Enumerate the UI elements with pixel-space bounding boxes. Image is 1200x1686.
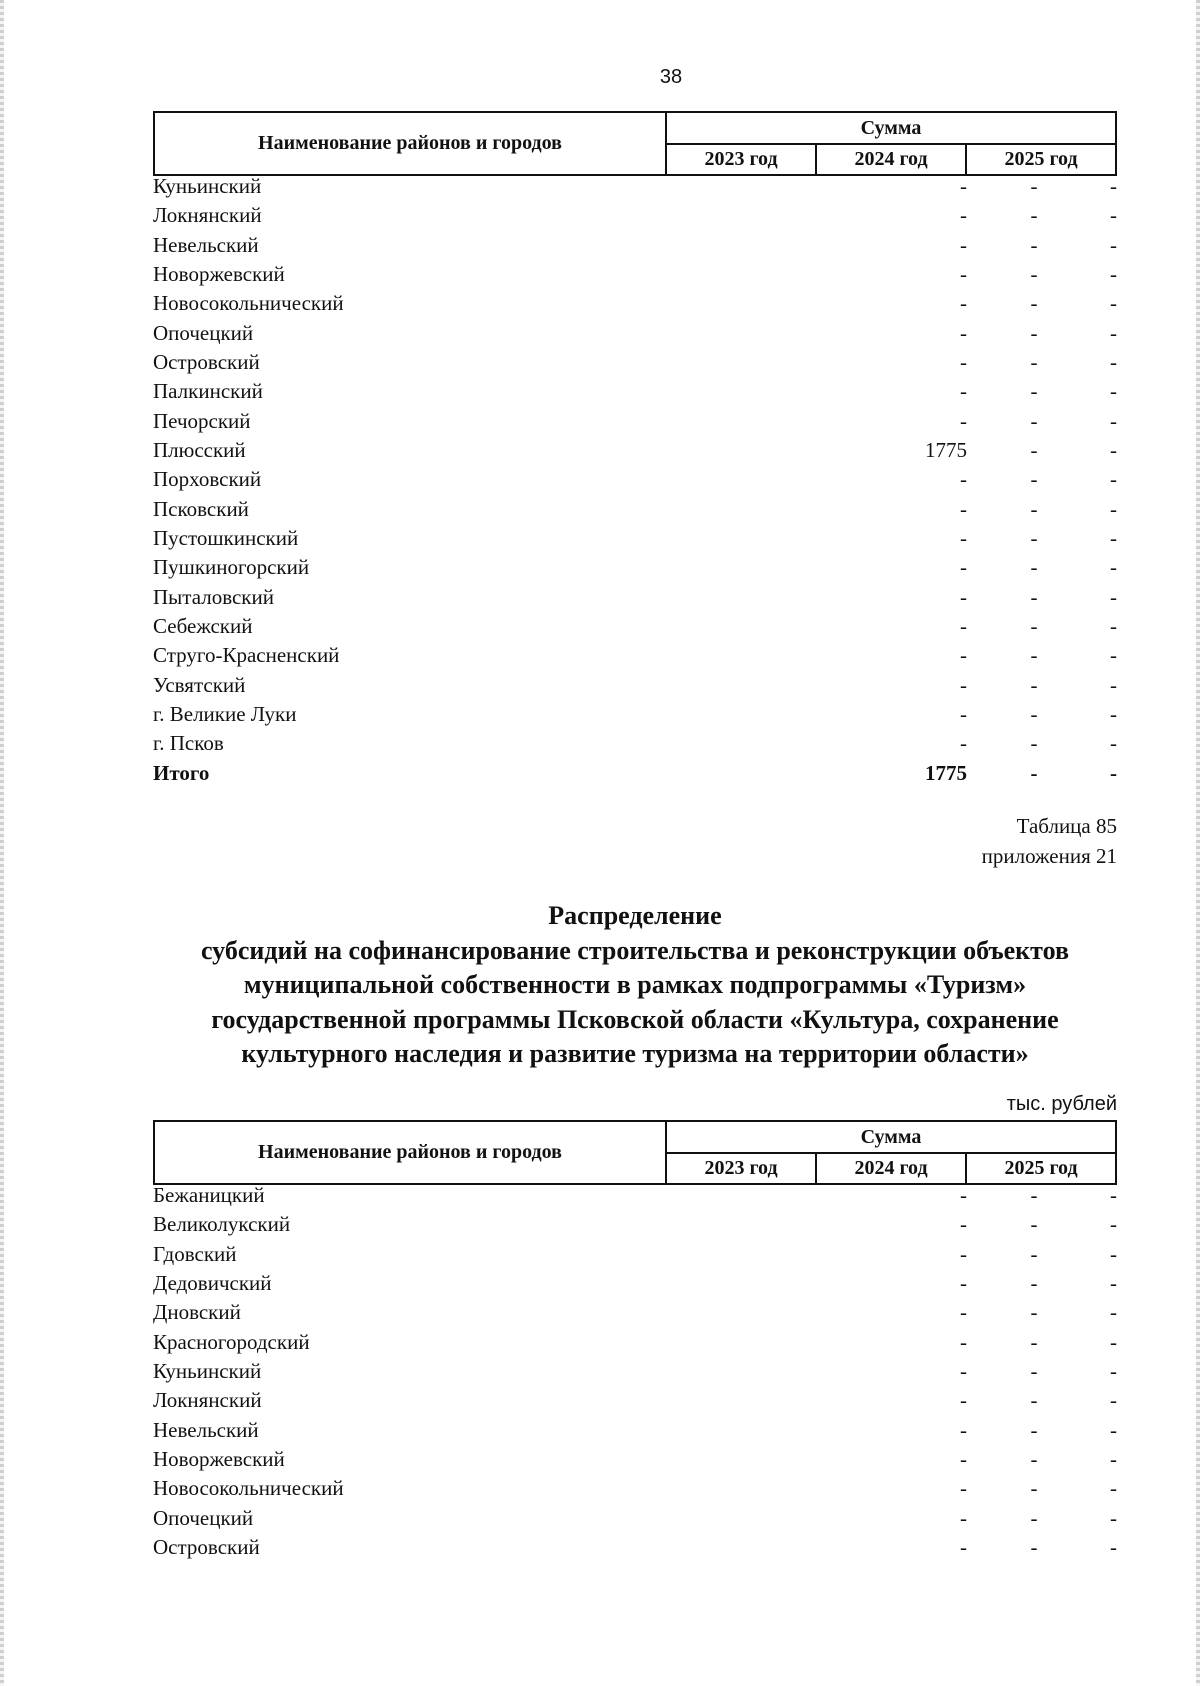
value-2023-cell: [665, 1328, 967, 1357]
value-2024: -: [1030, 291, 1038, 316]
value-2025: -: [1110, 379, 1117, 404]
value-2023-cell: [665, 377, 967, 406]
table-row: [153, 407, 1117, 436]
value-2024-cell: [967, 1445, 1117, 1474]
value-2025: -: [1110, 408, 1117, 433]
value-2023: -: [960, 1476, 967, 1501]
value-2024-cell: [967, 1240, 1117, 1269]
district-name: Новосокольнический: [153, 1476, 344, 1501]
value-2025: -: [1110, 1183, 1117, 1207]
value-2023: -: [960, 672, 967, 697]
district-name: Усвятский: [153, 672, 246, 697]
value-2024-cell: [967, 1181, 1117, 1210]
value-2023-cell: [665, 289, 967, 318]
value-2025: -: [1110, 320, 1117, 345]
value-2024: -: [1030, 320, 1038, 345]
district-name: Невельский: [153, 1417, 259, 1442]
value-2025: -: [1110, 1534, 1117, 1559]
column-header-2024: 2024 год: [816, 1153, 966, 1184]
value-2023-cell: [665, 641, 967, 670]
table-row: [153, 729, 1117, 758]
value-2025: -: [1110, 1417, 1117, 1442]
value-2023-cell: [665, 319, 967, 348]
district-name: Куньинский: [153, 1358, 262, 1383]
value-2024: -: [1030, 1446, 1038, 1471]
table-row: [153, 700, 1117, 729]
value-2024: -: [1030, 1388, 1038, 1413]
district-name: Куньинский: [153, 174, 262, 198]
value-2023-cell: [665, 260, 967, 289]
title-line-2: субсидий на софинансирование строительства и реконструкции объектов: [200, 935, 1069, 965]
column-header-2025: 2025 год: [966, 144, 1116, 175]
bottom-table-body: [153, 1181, 1117, 1562]
value-2025: -: [1110, 1241, 1117, 1266]
value-2023-cell: [665, 1416, 967, 1445]
table-row: [153, 1328, 1117, 1357]
value-2024: -: [1030, 496, 1038, 521]
district-name: г. Псков: [153, 731, 224, 756]
table-row: [153, 1533, 1117, 1562]
value-2023: -: [960, 731, 967, 756]
value-2023-cell: [665, 495, 967, 524]
value-2024: -: [1030, 1417, 1038, 1442]
total-label: Итого: [153, 760, 210, 785]
top-table-header: [153, 111, 1117, 176]
value-2025: -: [1110, 1358, 1117, 1383]
value-2025: -: [1110, 1329, 1117, 1354]
value-2023: -: [960, 379, 967, 404]
table-row: [153, 553, 1117, 582]
scan-edge-left: [0, 0, 4, 1686]
value-2024-cell: [967, 700, 1117, 729]
district-name: Невельский: [153, 232, 259, 257]
table-row: [153, 671, 1117, 700]
column-header-sum: Сумма: [666, 112, 1116, 144]
value-2023: -: [960, 613, 967, 638]
value-2024: -: [1030, 379, 1038, 404]
table-row: [153, 1269, 1117, 1298]
value-2025: -: [1110, 701, 1117, 726]
value-2024-cell: [967, 201, 1117, 230]
table-row: [153, 1416, 1117, 1445]
value-2024-cell: [967, 407, 1117, 436]
value-2025: -: [1110, 584, 1117, 609]
value-2023: -: [960, 203, 967, 228]
value-2023-cell: [665, 1181, 967, 1210]
value-2023: -: [960, 1212, 967, 1237]
value-2024-cell: [967, 377, 1117, 406]
value-2025: -: [1110, 643, 1117, 668]
table-row: [153, 583, 1117, 612]
district-name: Пушкиногорский: [153, 555, 310, 580]
value-2023-cell: [665, 1533, 967, 1562]
district-name: Псковский: [153, 496, 249, 521]
value-2025: -: [1110, 496, 1117, 521]
value-2023: -: [960, 261, 967, 286]
table-row: [153, 1474, 1117, 1503]
column-header-2024: 2024 год: [816, 144, 966, 175]
value-2023: -: [960, 555, 967, 580]
value-2024-cell: [967, 1298, 1117, 1327]
value-2024-cell: [967, 1328, 1117, 1357]
value-2024: -: [1030, 760, 1038, 785]
value-2025: -: [1110, 467, 1117, 492]
district-name: Порховский: [153, 467, 262, 492]
value-2024-cell: [967, 465, 1117, 494]
district-name: Островский: [153, 1534, 260, 1559]
title-line-3: муниципальной собственности в рамках подпрограммы «Туризм»: [243, 970, 1027, 999]
table-row: [153, 201, 1117, 230]
value-2023: -: [960, 1534, 967, 1559]
column-header-2023: 2023 год: [666, 144, 816, 175]
value-2024-cell: [967, 231, 1117, 260]
value-2025: -: [1110, 1270, 1117, 1295]
district-name: Красногородский: [153, 1329, 310, 1354]
value-2024-cell: [967, 1474, 1117, 1503]
table-row: [153, 1181, 1117, 1210]
total-row: [153, 759, 1117, 788]
value-2024-cell: [967, 671, 1117, 700]
value-2025: -: [1110, 760, 1117, 785]
value-2023-cell: [665, 583, 967, 612]
value-2024-cell: [967, 436, 1117, 465]
value-2024-cell: [967, 1269, 1117, 1298]
value-2025: -: [1110, 232, 1117, 257]
table-caption: [982, 811, 1117, 871]
value-2023-cell: [665, 231, 967, 260]
table-row: [153, 231, 1117, 260]
value-2024: -: [1030, 437, 1038, 462]
value-2023: -: [960, 1417, 967, 1442]
value-2024: -: [1030, 701, 1038, 726]
value-2023: -: [960, 643, 967, 668]
value-2023-cell: [665, 1210, 967, 1239]
value-2023: -: [960, 496, 967, 521]
value-2024: -: [1030, 1505, 1038, 1530]
value-2024-cell: [967, 172, 1117, 201]
value-2023: -: [960, 584, 967, 609]
column-header-2025: 2025 год: [966, 1153, 1116, 1184]
district-name: Палкинский: [153, 379, 263, 404]
district-name: Новоржевский: [153, 261, 285, 286]
value-2023-cell: [665, 348, 967, 377]
document-title: [153, 899, 1117, 1072]
value-2023: -: [960, 1329, 967, 1354]
value-2025: -: [1110, 1300, 1117, 1325]
value-2024-cell: [967, 1210, 1117, 1239]
value-2025: -: [1110, 174, 1117, 198]
column-header-name: Наименование районов и городов: [154, 1121, 666, 1184]
value-2024-cell: [967, 729, 1117, 758]
value-2023-cell: [665, 524, 967, 553]
value-2024: -: [1030, 584, 1038, 609]
value-2024: -: [1030, 1300, 1038, 1325]
title-line-4: государственной программы Псковской области «Культура, сохранение: [211, 1004, 1059, 1034]
column-header-2023: 2023 год: [666, 1153, 816, 1184]
value-2023-cell: [665, 1298, 967, 1327]
value-2024-cell: [967, 1504, 1117, 1533]
value-2024-cell: [967, 641, 1117, 670]
value-2024: -: [1030, 1212, 1038, 1237]
column-header-name: Наименование районов и городов: [154, 112, 666, 175]
district-name: Себежский: [153, 613, 253, 638]
value-2023-cell: [665, 465, 967, 494]
table-row: [153, 495, 1117, 524]
value-2023: -: [960, 1446, 967, 1471]
value-2023: -: [960, 1358, 967, 1383]
value-2023-cell: [665, 759, 967, 788]
value-2023-cell: [665, 407, 967, 436]
table-row: [153, 1240, 1117, 1269]
value-2023: -: [960, 408, 967, 433]
value-2024: -: [1030, 1329, 1038, 1354]
value-2024: -: [1030, 232, 1038, 257]
value-2025: -: [1110, 525, 1117, 550]
scan-edge-right: [1196, 0, 1200, 1686]
value-2024: -: [1030, 261, 1038, 286]
value-2024-cell: [967, 348, 1117, 377]
value-2023: -: [960, 349, 967, 374]
table-row: [153, 377, 1117, 406]
value-2025: -: [1110, 1212, 1117, 1237]
value-2024-cell: [967, 1357, 1117, 1386]
value-2024-cell: [967, 260, 1117, 289]
table-row: [153, 1504, 1117, 1533]
value-2024: -: [1030, 408, 1038, 433]
value-2025: -: [1110, 613, 1117, 638]
value-2023-cell: [665, 671, 967, 700]
value-2024: -: [1030, 349, 1038, 374]
value-2025: -: [1110, 1476, 1117, 1501]
value-2024: -: [1030, 1476, 1038, 1501]
bottom-table-header: [153, 1120, 1117, 1185]
value-2024: -: [1030, 643, 1038, 668]
value-2023: 1775: [925, 760, 967, 785]
value-2024-cell: [967, 612, 1117, 641]
value-2025: -: [1110, 1388, 1117, 1413]
district-name: Опочецкий: [153, 1505, 254, 1530]
value-2024-cell: [967, 759, 1117, 788]
value-2024-cell: [967, 1416, 1117, 1445]
page-number: 38: [659, 66, 683, 88]
value-2024: -: [1030, 613, 1038, 638]
value-2024: -: [1030, 1358, 1038, 1383]
district-name: Дновский: [153, 1300, 241, 1325]
table-row: [153, 612, 1117, 641]
value-2024-cell: [967, 524, 1117, 553]
district-name: Плюсский: [153, 437, 246, 462]
value-2023-cell: [665, 201, 967, 230]
value-2023: -: [960, 1241, 967, 1266]
value-2025: -: [1110, 203, 1117, 228]
value-2023-cell: [665, 612, 967, 641]
district-name: Дедовичский: [153, 1270, 272, 1295]
value-2023: -: [960, 1300, 967, 1325]
value-2024: -: [1030, 555, 1038, 580]
value-2024: -: [1030, 525, 1038, 550]
value-2023-cell: [665, 1445, 967, 1474]
value-2024-cell: [967, 1386, 1117, 1415]
district-name: Пустошкинский: [153, 525, 299, 550]
value-2025: -: [1110, 731, 1117, 756]
district-name: Бежаницкий: [153, 1183, 265, 1207]
table-row: [153, 1445, 1117, 1474]
value-2023: -: [960, 320, 967, 345]
title-line-5: культурного наследия и развитие туризма на территории области»: [241, 1039, 1029, 1068]
value-2023: -: [960, 174, 967, 198]
value-2023: -: [960, 525, 967, 550]
value-2023: -: [960, 467, 967, 492]
table-row: [153, 348, 1117, 377]
value-2023-cell: [665, 1357, 967, 1386]
value-2024: -: [1030, 1270, 1038, 1295]
value-2023: -: [960, 1270, 967, 1295]
value-2023: -: [960, 291, 967, 316]
table-row: [153, 172, 1117, 201]
value-2023-cell: [665, 700, 967, 729]
value-2024-cell: [967, 319, 1117, 348]
district-name: Локнянский: [153, 1388, 262, 1413]
table-row: [153, 641, 1117, 670]
value-2025: -: [1110, 672, 1117, 697]
value-2025: -: [1110, 555, 1117, 580]
district-name: г. Великие Луки: [153, 701, 297, 726]
district-name: Локнянский: [153, 203, 262, 228]
value-2023-cell: [665, 172, 967, 201]
value-2025: -: [1110, 1446, 1117, 1471]
value-2024: -: [1030, 467, 1038, 492]
value-2023-cell: [665, 436, 967, 465]
value-2024: -: [1030, 672, 1038, 697]
value-2024: -: [1030, 174, 1038, 198]
table-row: [153, 289, 1117, 318]
table-row: [153, 1357, 1117, 1386]
value-2024: -: [1030, 203, 1038, 228]
caption-appendix: приложения 21: [981, 844, 1117, 868]
value-2023-cell: [665, 1240, 967, 1269]
district-name: Новосокольнический: [153, 291, 344, 316]
value-2024: -: [1030, 1241, 1038, 1266]
district-name: Новоржевский: [153, 1446, 285, 1471]
value-2023: -: [960, 701, 967, 726]
table-row: [153, 1210, 1117, 1239]
district-name: Опочецкий: [153, 320, 254, 345]
caption-table-number: Таблица 85: [1016, 814, 1117, 838]
value-2023-cell: [665, 1386, 967, 1415]
value-2025: -: [1110, 349, 1117, 374]
district-name: Великолукский: [153, 1212, 291, 1237]
district-name: Островский: [153, 349, 260, 374]
table-row: [153, 436, 1117, 465]
value-2023: -: [960, 232, 967, 257]
value-2024: -: [1030, 731, 1038, 756]
value-2023: 1775: [925, 437, 967, 462]
district-name: Струго-Красненский: [153, 643, 340, 668]
value-2024-cell: [967, 583, 1117, 612]
value-2025: -: [1110, 1505, 1117, 1530]
value-2025: -: [1110, 291, 1117, 316]
value-2024-cell: [967, 495, 1117, 524]
table-row: [153, 260, 1117, 289]
district-name: Печорский: [153, 408, 251, 433]
value-2023-cell: [665, 1504, 967, 1533]
value-2024-cell: [967, 289, 1117, 318]
value-2023-cell: [665, 553, 967, 582]
table-row: [153, 319, 1117, 348]
value-2023: -: [960, 1388, 967, 1413]
value-2023-cell: [665, 1269, 967, 1298]
district-name: Пыталовский: [153, 584, 274, 609]
table-row: [153, 1386, 1117, 1415]
top-table-body: [153, 172, 1117, 788]
value-2023-cell: [665, 1474, 967, 1503]
units-label: тыс. рублей: [1006, 1093, 1117, 1115]
table-row: [153, 465, 1117, 494]
value-2023: -: [960, 1505, 967, 1530]
value-2025: -: [1110, 261, 1117, 286]
column-header-sum: Сумма: [666, 1121, 1116, 1153]
value-2023: -: [960, 1183, 967, 1207]
table-row: [153, 524, 1117, 553]
table-row: [153, 1298, 1117, 1327]
title-line-1: Распределение: [548, 901, 722, 930]
value-2024-cell: [967, 1533, 1117, 1562]
value-2023-cell: [665, 729, 967, 758]
value-2024: -: [1030, 1534, 1038, 1559]
value-2025: -: [1110, 437, 1117, 462]
value-2024: -: [1030, 1183, 1038, 1207]
value-2024-cell: [967, 553, 1117, 582]
district-name: Гдовский: [153, 1241, 237, 1266]
